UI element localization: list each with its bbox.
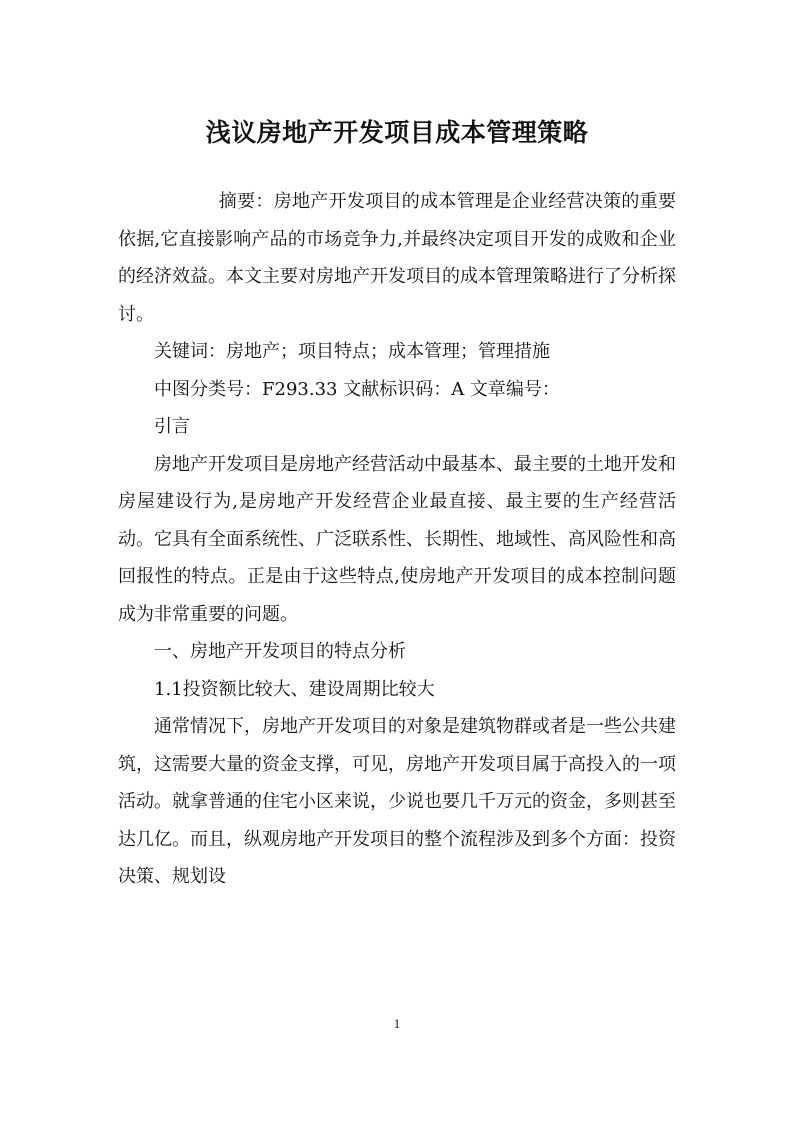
- intro-heading: 引言: [154, 416, 190, 437]
- section-1-heading: 一、房地产开发项目的特点分析: [154, 641, 406, 662]
- keywords-line: 关键词：房地产；项目特点；成本管理；管理措施: [154, 341, 550, 362]
- document-title: 浅议房地产开发项目成本管理策略: [205, 117, 589, 147]
- document-body: [118, 183, 676, 896]
- subsection-1-1-heading: 1.1投资额比较大、建设周期比较大: [154, 678, 435, 700]
- classification-line: 中图分类号：F293.33 文献标识码：A 文章编号：: [154, 378, 560, 400]
- abstract-paragraph: 摘要：房地产开发项目的成本管理是企业经营决策的重要依据,它直接影响产品的市场竞争力,并最终决定项目开发的成败和企业的经济效益。本文主要对房地产开发项目的成本管理策略进行了分析探讨。: [118, 191, 676, 325]
- page-number: 1: [393, 1016, 401, 1031]
- subsection-1-1-paragraph: 通常情况下，房地产开发项目的对象是建筑物群或者是一些公共建筑，这需要大量的资金支撑，可见，房地产开发项目属于高投入的一项活动。就拿普通的住宅小区来说，少说也要几千万元的资金，多则甚至达几亿。而且，纵观房地产开发项目的整个流程涉及到多个方面：投资决策、规划设: [118, 716, 676, 887]
- intro-paragraph: 房地产开发项目是房地产经营活动中最基本、最主要的土地开发和房屋建设行为,是房地产开发经营企业最直接、最主要的生产经营活动。它具有全面系统性、广泛联系性、长期性、地域性、高风险性和高回报性的特点。正是由于这些特点,使房地产开发项目的成本控制问题成为非常重要的问题。: [118, 453, 676, 625]
